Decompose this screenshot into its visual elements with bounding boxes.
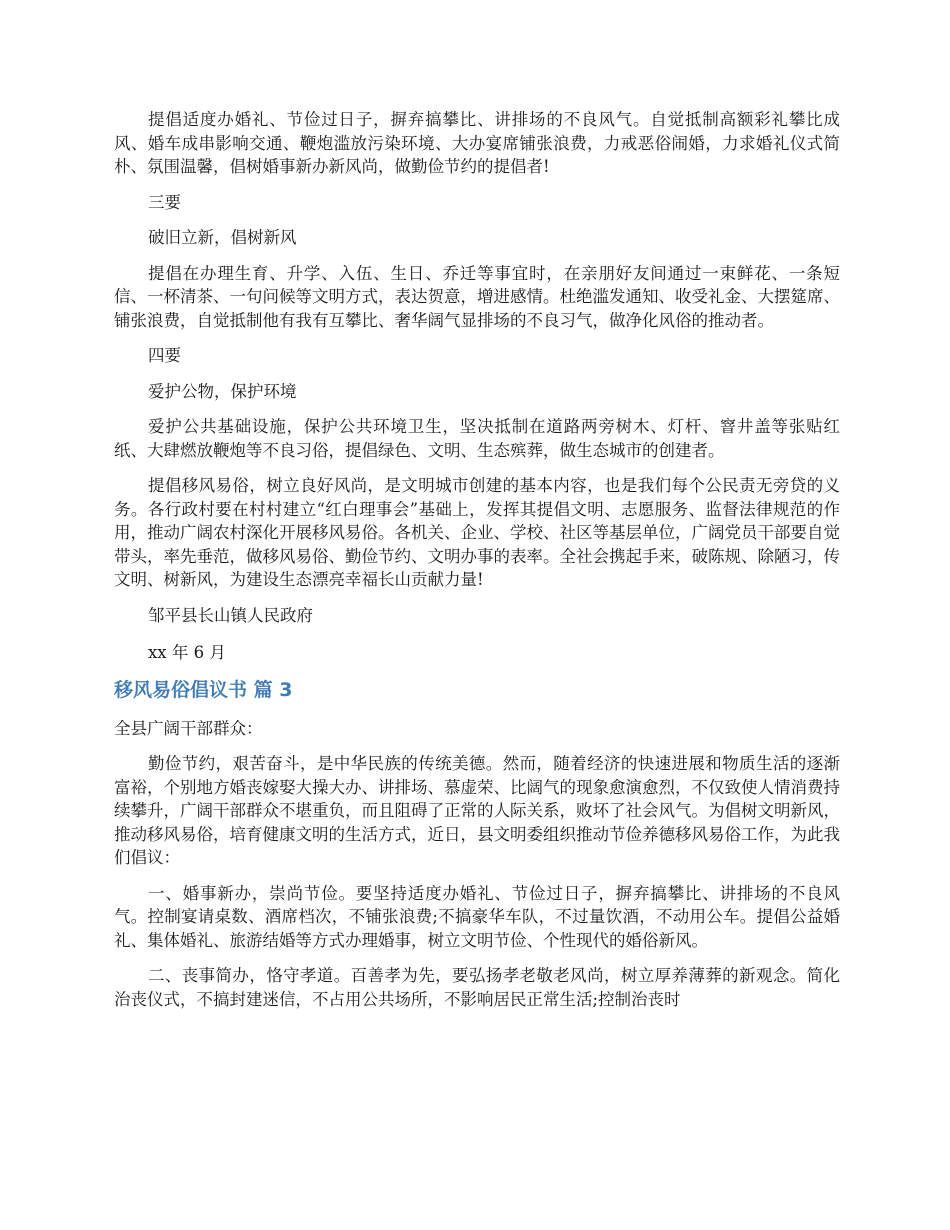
item-subtitle-new-customs: 破旧立新，倡树新风 [148, 228, 297, 247]
salutation: 全县广阔干部群众： [114, 718, 263, 738]
document-page [114, 108, 840, 1023]
paragraph-celebrations: 提倡在办理生育、升学、入伍、生日、乔迁等事宜时，在亲朋好友间通过一束鲜花、一条短信、一杯清茶、一句问候等文明方式，表达贺意，增进感情。杜绝滥发通知、收受礼金、大摆筵席、铺张浪费，自觉抵制他有我有互攀比、奢华阔气显排场的不良习气，做净化风俗的推动者。 [114, 263, 840, 330]
paragraph-environment: 爱护公共基础设施，保护公共环境卫生，坚决抵制在道路两旁树木、灯杆、窨井盖等张贴红纸、大肆燃放鞭炮等不良习俗，提倡绿色、文明、生态殡葬，做生态城市的创建者。 [114, 417, 840, 460]
item-subtitle-environment: 爱护公物，保护环境 [148, 381, 297, 401]
paragraph-funerals: 二、丧事简办，恪守孝道。百善孝为先，要弘扬孝老敬老风尚，树立厚养薄葬的新观念。简化治丧仪式，不搞封建迷信，不占用公共场所，不影响居民正常生活;控制治丧时 [114, 966, 840, 1009]
paragraph-introduction: 勤俭节约，艰苦奋斗，是中华民族的传统美德。然而，随着经济的快速进展和物质生活的逐渐富裕，个别地方婚丧嫁娶大操大办、讲排场、慕虚荣、比阔气的现象愈演愈烈，不仅致使人情消费持续攀升，广阔干部群众不堪重负，而且阻碍了正常的人际关系，败坏了社会风气。为倡树文明新风，推动移风易俗，培育健康文明的生活方式，近日，县文明委组织推动节俭养德移风易俗工作，为此我们倡议： [114, 754, 840, 867]
item-heading-four: 四要 [148, 346, 181, 365]
signature-date: xx 年 6 月 [148, 643, 226, 662]
paragraph-closing-call: 提倡移风易俗，树立良好风尚，是文明城市创建的基本内容，也是我们每个公民责无旁贷的义务。各行政村要在村村建立“红白理事会”基础上，发挥其提倡文明、志愿服务、监督法律规范的作用，推动广阔农村深化开展移风易俗。各机关、企业、学校、社区等基层单位，广阔党员干部要自觉带头，率先垂范，做移风易俗、勤俭节约、文明办事的表率。全社会携起手来，破陈规、除陋习，传文明、树新风，为建设生态漂亮幸福长山贡献力量! [114, 476, 840, 589]
signature-organization: 邹平县长山镇人民政府 [148, 605, 313, 625]
paragraph-wedding-frugality: 提倡适度办婚礼、节俭过日子，摒弃搞攀比、讲排场的不良风气。自觉抵制高额彩礼攀比成风、婚车成串影响交通、鞭炮滥放污染环境、大办宴席铺张浪费，力戒恶俗闹婚，力求婚礼仪式简朴、氛围温馨，倡树婚事新办新风尚，做勤俭节约的提倡者! [114, 110, 840, 176]
paragraph-weddings: 一、婚事新办，崇尚节俭。要坚持适度办婚礼、节俭过日子，摒弃搞攀比、讲排场的不良风气。控制宴请桌数、酒席档次，不铺张浪费;不搞豪华车队，不过量饮酒，不动用公车。提倡公益婚礼、集体婚礼、旅游结婚等方式办理婚事，树立文明节俭、个性现代的婚俗新风。 [114, 883, 840, 950]
item-heading-three: 三要 [148, 192, 181, 212]
section-heading: 移风易俗倡议书 篇 3 [114, 678, 293, 701]
